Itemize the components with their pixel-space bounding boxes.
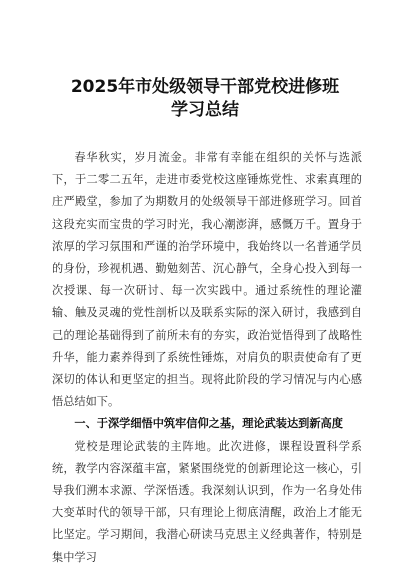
document-body xyxy=(52,147,362,569)
title-line-1: 2025年市处级领导干部党校进修班 xyxy=(70,77,340,97)
title-line-2: 学习总结 xyxy=(171,100,239,120)
intro-paragraph: 春华秋实，岁月流金。非常有幸能在组织的关怀与选派下，于二零二五年，走进市委党校这座锤炼党性、求索真理的庄严殿堂，参加了为期数月的处级领导干部进修班学习。回首这段充实而宝贵的学习时光，我心潮澎湃，感慨万千。置身于浓厚的学习氛围和严谨的治学环境中，我始终以一名普通学员的身份，珍视机遇、勤勉刻苦、沉心静气，全身心投入到每一次授课、每一次研讨、每一次实践中。通过系统性的理论灌输、触及灵魂的党性剖析以及联系实际的深入研讨，我感到自己的理论基础得到了前所未有的夯实，政治觉悟得到了战略性升华，能力素养得到了系统性锤炼，对肩负的职责使命有了更深切的体认和更坚定的担当。现将此阶段的学习情况与内心感悟总结如下。 xyxy=(52,151,362,409)
section-1-paragraph: 党校是理论武装的主阵地。此次进修，课程设置科学系统，教学内容深蕴丰富，紧紧围绕党的创新理论这一核心，引导我们溯本求源、学深悟透。我深刻认识到，作为一名身处伟大变革时代的领导干部，只有理论上彻底清醒，政治上才能无比坚定。学习期间，我潜心研读马克思主义经典著作，特别是集中学习 xyxy=(52,439,362,564)
document-title xyxy=(40,76,370,122)
section-heading-1: 一、于深学细悟中筑牢信仰之基，理论武装达到新高度 xyxy=(74,417,343,431)
